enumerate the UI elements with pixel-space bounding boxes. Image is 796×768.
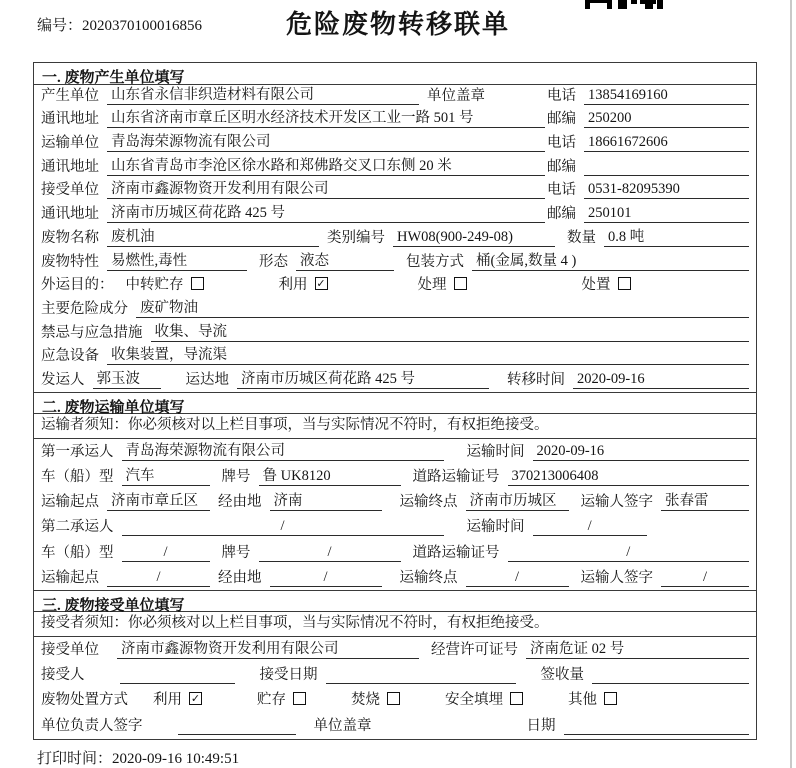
purpose-label: 外运目的： [41,277,114,294]
checkbox-unchecked [293,692,306,705]
option-label: 其他 [568,692,597,709]
page-title: 危险废物转移联单 [285,10,510,39]
carrier-sign-label: 运输人签字 [580,494,653,511]
purpose-option-treat [418,273,467,294]
disposal-option-landfill [445,688,523,709]
purpose-option-transfer-storage [126,273,204,294]
vehicle-type-value: / [122,544,210,562]
phone-label: 电话 [547,135,576,152]
print-time-label: 打印时间： [37,751,113,767]
plate-label: 牌号 [221,468,251,485]
accept-person-value [120,666,235,684]
hazard-row [34,298,756,322]
endpoint-value: / [466,569,569,587]
checkbox-checked: ✓ [190,692,201,706]
section3-header: 三. 废物接受单位填写 [34,590,756,612]
responsible-sign-label: 单位负责人签字 [41,717,143,734]
receiver-address-row [34,203,756,227]
phone-value: 18661672606 [584,134,749,152]
receiver-value: 济南市鑫源物资开发利用有限公司 [107,177,545,199]
second-carrier-value: / [122,518,444,536]
zip-label: 邮编 [547,111,576,128]
phone-label: 电话 [547,182,576,199]
print-time [37,747,239,768]
equipment-label: 应急设备 [41,348,99,365]
doc-number-label: 编号： [37,18,83,34]
notice-text: 接受者须知：你必须核对以上栏目事项，当与实际情况不符时，有权拒绝接受。 [41,615,549,632]
option-label: 安全填埋 [445,692,503,709]
sender-value: 郭玉波 [93,367,161,389]
road-permit-label: 道路运输证号 [412,544,500,561]
via-label: 经由地 [218,494,262,511]
section1-header: 一. 废物产生单位填写 [34,63,756,85]
plate-value: / [259,544,401,562]
option-label: 贮存 [257,692,286,709]
carrier-sign-value: / [661,569,749,587]
road-permit-value: 370213006408 [508,468,750,486]
taboo-label: 禁忌与应急措施 [41,324,143,341]
origin-value: / [107,569,210,587]
address-label: 通讯地址 [41,158,99,175]
waste-name-value: 废机油 [107,225,319,247]
checkbox-checked: ✓ [316,277,326,291]
option-label: 处理 [417,277,447,294]
address-value: 山东省青岛市李沧区徐水路和郑佛路交叉口东侧 20 米 [107,154,545,176]
endpoint-label: 运输终点 [399,570,458,587]
producer-address-row [34,109,756,133]
checkbox-unchecked [454,277,467,290]
second-carrier-label: 第二承运人 [41,519,114,536]
receiver-row [34,180,756,204]
disposal-option-store [257,688,306,709]
transporter-row [34,132,756,156]
address-label: 通讯地址 [41,206,99,223]
date-label: 日期 [526,717,556,734]
transporter-value: 青岛海荣源物流有限公司 [107,130,545,152]
vehicle-row-1 [34,465,756,490]
taboo-value: 收集、导流 [151,320,750,342]
producer-value: 山东省永信非织造材料有限公司 [107,83,419,105]
plate-label: 牌号 [221,544,251,561]
disposal-method-row [34,688,756,713]
signature-row [34,713,756,738]
transporter-notice [34,414,756,439]
purpose-option-dispose [582,273,631,294]
transporter-address-row [34,156,756,180]
accept-unit-row [34,637,756,662]
option-label: 利用 [153,692,182,709]
transport-time-value: 2020-09-16 [533,443,750,461]
endpoint-value: 济南市历城区 [466,489,569,511]
first-carrier-row [34,439,756,464]
waste-name-row [34,227,756,251]
waste-property-row [34,251,756,275]
disposal-option-other [568,688,617,709]
phone-value: 0531-82095390 [584,181,749,199]
section2-header: 二. 废物运输单位填写 [34,392,756,414]
unit-seal-label: 单位盖章 [313,717,372,734]
sign-quantity-value [592,666,749,684]
via-value: 济南 [270,489,382,511]
checkbox-unchecked [191,277,204,290]
hazard-label: 主要危险成分 [41,300,128,317]
equipment-value: 收集装置，导流渠 [107,343,749,365]
vehicle-type-value: 汽车 [122,464,210,486]
packing-value: 桶(金属,数量 4 ) [472,249,749,271]
packing-label: 包装方式 [406,253,464,270]
via-value: / [270,569,382,587]
accept-person-label: 接受人 [41,666,85,683]
disposal-option-incinerate [351,688,400,709]
carrier-sign-value: 张春雷 [661,489,749,511]
vehicle-type-label: 车（船）型 [41,468,114,485]
receiver-label: 接受单位 [41,182,99,199]
accept-unit-label: 接受单位 [41,641,99,658]
road-permit-label: 道路运输证号 [412,468,500,485]
plate-value: 鲁 UK8120 [259,464,401,486]
receiver-notice [34,612,756,637]
address-label: 通讯地址 [41,111,99,128]
transfer-time-label: 转移时间 [507,371,565,388]
carrier-sign-label: 运输人签字 [580,570,653,587]
vehicle-row-2 [34,540,756,565]
disposal-method-label: 废物处置方式 [41,692,128,709]
purpose-option-utilize [279,273,328,294]
property-label: 废物特性 [41,253,99,270]
first-carrier-label: 第一承运人 [41,443,114,460]
address-value: 山东省济南市章丘区明水经济技术开发区工业一路 501 号 [107,106,545,128]
option-label: 焚烧 [351,692,380,709]
first-carrier-value: 青岛海荣源物流有限公司 [122,439,444,461]
producer-row [34,85,756,109]
property-value: 易燃性,毒性 [107,249,247,271]
qr-code-fragment [585,0,663,10]
sign-quantity-label: 签收量 [540,666,584,683]
zip-value: 250101 [584,205,749,223]
origin-label: 运输起点 [41,570,99,587]
hazard-value: 废矿物油 [136,296,749,318]
phone-value: 13854169160 [584,87,749,105]
checkbox-unchecked [387,692,400,705]
endpoint-label: 运输终点 [399,494,458,511]
route-row-2 [34,566,756,591]
route-row-1 [34,490,756,515]
equipment-row [34,346,756,370]
zip-value [584,158,749,176]
phone-label: 电话 [547,87,576,104]
license-value: 济南危证 02 号 [526,637,749,659]
notice-text: 运输者须知：你必须核对以上栏目事项，当与实际情况不符时，有权拒绝接受。 [41,417,549,434]
transport-time-label: 运输时间 [466,519,525,536]
producer-label: 产生单位 [41,87,99,104]
option-label: 中转贮存 [125,277,184,294]
waste-name-label: 废物名称 [41,229,99,246]
checkbox-unchecked [618,277,631,290]
doc-number-value: 2020370100016856 [82,18,203,34]
manifest-form [33,62,757,740]
quantity-label: 数量 [567,229,596,246]
checkbox-unchecked [510,692,523,705]
purpose-row [34,275,756,299]
zip-label: 邮编 [547,158,576,175]
checkbox-unchecked [604,692,617,705]
print-time-value: 2020-09-16 10:49:51 [112,751,240,767]
accept-date-value [326,666,516,684]
vehicle-type-label: 车（船）型 [41,544,114,561]
accept-unit-value: 济南市鑫源物资开发利用有限公司 [117,637,419,659]
origin-label: 运输起点 [41,494,99,511]
document-header [0,0,796,62]
responsible-sign-value [178,717,296,735]
via-label: 经由地 [218,570,262,587]
destination-label: 运达地 [185,371,229,388]
second-carrier-row [34,515,756,540]
form-value: 液态 [296,249,394,271]
destination-value: 济南市历城区荷花路 425 号 [237,367,489,389]
license-label: 经营许可证号 [431,641,518,658]
origin-value: 济南市章丘区 [107,489,210,511]
accept-person-row [34,663,756,688]
form-label: 形态 [259,253,288,270]
page-edge-line [790,0,792,768]
transport-time-value: / [533,518,647,536]
sender-label: 发运人 [41,371,85,388]
taboo-row [34,322,756,346]
transport-time-label: 运输时间 [466,443,525,460]
zip-label: 邮编 [547,206,576,223]
zip-value: 250200 [584,110,749,128]
option-label: 处置 [581,277,611,294]
category-value: HW08(900-249-08) [393,229,555,247]
unit-seal-label: 单位盖章 [427,87,485,104]
quantity-value: 0.8 吨 [604,225,749,247]
disposal-option-utilize [153,688,202,709]
accept-date-label: 接受日期 [259,666,318,683]
date-value [564,717,750,735]
category-label: 类别编号 [327,229,385,246]
road-permit-value: / [508,544,750,562]
transfer-time-value: 2020-09-16 [573,371,749,389]
sender-row [34,369,756,393]
option-label: 利用 [278,277,308,294]
transporter-label: 运输单位 [41,135,99,152]
address-value: 济南市历城区荷花路 425 号 [107,201,545,223]
